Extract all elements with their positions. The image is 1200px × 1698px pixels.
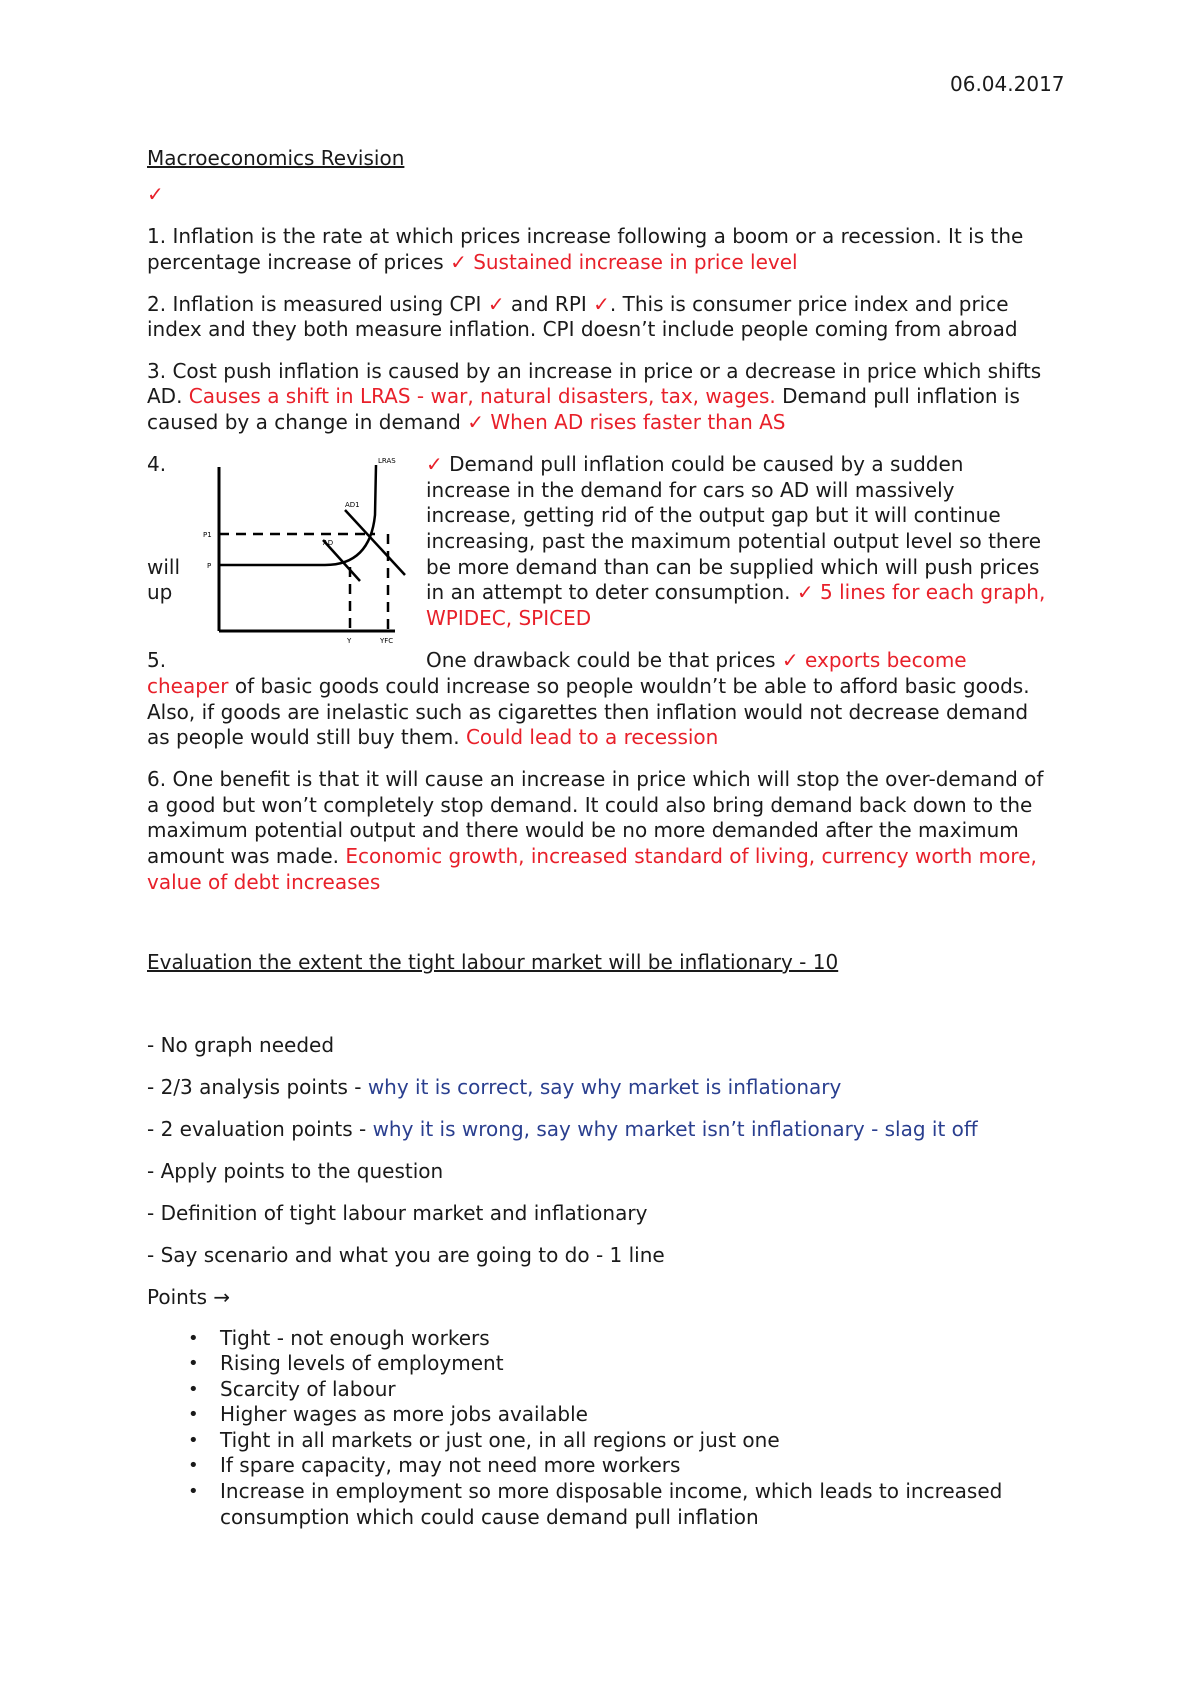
q3-line-2: [147, 384, 1020, 408]
guide-item-text: - 2/3 analysis points -: [147, 1075, 368, 1099]
bullet-item: Rising levels of employment: [220, 1351, 504, 1375]
q3-correction: Causes a shift in LRAS - war, natural disasters, tax, wages.: [188, 384, 776, 408]
q5-correction-3: Could lead to a recession: [465, 725, 719, 749]
q3-line-3: [147, 410, 786, 434]
y-label: Y: [347, 637, 352, 645]
document-title: Macroeconomics Revision: [147, 146, 405, 170]
q4-correction: 5 lines for each graph,: [820, 580, 1046, 604]
guide-item-note: why it is wrong, say why market isn’t inflationary - slag it off: [372, 1117, 978, 1141]
checkmark-icon: ✓: [781, 648, 799, 672]
bullet-item: Increase in employment so more disposable income, which leads to increased: [220, 1479, 1003, 1503]
q4-text-1: Demand pull inflation could be caused by a sudden: [449, 452, 964, 476]
bullet-icon: •: [188, 1430, 199, 1451]
q6-line-1: 6. One benefit is that it will cause an increase in price which will stop the over-demand of: [147, 767, 1044, 791]
q6-correction: Economic growth, increased standard of living, currency worth more,: [345, 844, 1037, 868]
guide-item: [147, 1033, 334, 1057]
guide-item: [147, 1117, 978, 1141]
q4-number: 4.: [147, 452, 167, 476]
q1-text: percentage increase of prices: [147, 250, 451, 274]
q4-line-4: increasing, past the maximum potential output level so there: [426, 529, 1041, 553]
bullet-icon: •: [188, 1404, 199, 1425]
checkmark-icon: ✓: [796, 580, 814, 604]
q6-text: amount was made.: [147, 844, 346, 868]
lras-curve: [219, 465, 376, 565]
q1-correction: Sustained increase in price level: [473, 250, 798, 274]
checkmark-icon: ✓: [487, 292, 505, 316]
q6-line-3: maximum potential output and there would be no more demanded after the maximum: [147, 818, 1019, 842]
bullet-item-continuation: consumption which could cause demand pull inflation: [220, 1505, 759, 1529]
q4-left-text-1: will: [147, 555, 181, 579]
q5-text-b: of basic goods could increase so people wouldn’t be able to afford basic goods.: [228, 674, 1030, 698]
bullet-icon: •: [188, 1455, 199, 1476]
guide-item: [147, 1201, 647, 1225]
checkmark-icon: ✓: [467, 410, 484, 434]
q4-left-text-2: up: [147, 580, 173, 604]
bullet-icon: •: [188, 1379, 199, 1400]
q4-line-3: increase, getting rid of the output gap but it will continue: [426, 503, 1001, 527]
bullet-item: If spare capacity, may not need more workers: [220, 1453, 681, 1477]
q4-line-5: be more demand than can be supplied which will push prices: [426, 555, 1040, 579]
bullet-item: Scarcity of labour: [220, 1377, 396, 1401]
q2-text-c: . This is consumer price index and price: [609, 292, 1009, 316]
q4-line-1: [426, 452, 963, 476]
q5-text-a: One drawback could be that prices: [426, 648, 782, 672]
ad-label: AD: [323, 539, 334, 547]
guide-item-text: - Say scenario and what you are going to do - 1 line: [147, 1243, 665, 1267]
p-label: P: [207, 562, 212, 570]
q5-line-1: [426, 648, 967, 672]
bullet-item: Tight in all markets or just one, in all regions or just one: [220, 1428, 780, 1452]
guide-item-text: - No graph needed: [147, 1033, 335, 1057]
guide-item-text: - Definition of tight labour market and inflationary: [147, 1201, 648, 1225]
guide-item: [147, 1159, 443, 1183]
checkmark-icon: ✓: [147, 182, 164, 206]
q6-line-2: a good but won’t completely stop demand. It could also bring demand back down to the: [147, 793, 1033, 817]
q5-number: 5.: [147, 648, 167, 672]
q2-text-b: and RPI: [504, 292, 594, 316]
q3-text-a: AD.: [147, 384, 189, 408]
q5-line-4: [147, 725, 718, 749]
q3-line-1: 3. Cost push inflation is caused by an increase in price or a decrease in price which shifts: [147, 359, 1042, 383]
bullet-icon: •: [188, 1328, 199, 1349]
q5-line-3: Also, if goods are inelastic such as cigarettes then inflation would not decrease demand: [147, 700, 1029, 724]
q3-correction-2: When AD rises faster than AS: [490, 410, 786, 434]
q4-line-7: WPIDEC, SPICED: [426, 606, 592, 630]
checkmark-icon: ✓: [593, 292, 610, 316]
points-label: Points →: [147, 1285, 231, 1309]
ad-as-diagram: [195, 455, 420, 650]
guide-item-text: - Apply points to the question: [147, 1159, 444, 1183]
q5-correction-2: cheaper: [147, 674, 229, 698]
p1-label: P1: [203, 531, 212, 539]
q6-line-5: value of debt increases: [147, 870, 381, 894]
bullet-icon: •: [188, 1481, 199, 1502]
q5-text-c: as people would still buy them.: [147, 725, 466, 749]
q5-correction: exports become: [805, 648, 967, 672]
document-date: 06.04.2017: [950, 72, 1065, 96]
ad1-label: AD1: [345, 501, 360, 509]
q4-text-6: in an attempt to deter consumption.: [426, 580, 797, 604]
q3-text-d: caused by a change in demand: [147, 410, 468, 434]
q4-line-2: increase in the demand for cars so AD will massively: [426, 478, 955, 502]
guide-item-text: - 2 evaluation points -: [147, 1117, 373, 1141]
checkmark-icon: ✓: [426, 452, 443, 476]
guide-item-note: why it is correct, say why market is inflationary: [367, 1075, 842, 1099]
guide-item: [147, 1075, 841, 1099]
q1-line-2: [147, 250, 798, 274]
yfc-label: YFC: [380, 637, 394, 645]
q6-line-4: [147, 844, 1037, 868]
q2-line-1: [147, 292, 1009, 316]
bullet-icon: •: [188, 1353, 199, 1374]
q2-text-a: 2. Inflation is measured using CPI: [147, 292, 488, 316]
section-heading: Evaluation the extent the tight labour market will be inflationary - 10: [147, 950, 839, 974]
bullet-item: Tight - not enough workers: [220, 1326, 490, 1350]
q1-line-1: 1. Inflation is the rate at which prices increase following a boom or a recession. It is the: [147, 224, 1024, 248]
lras-label: LRAS: [378, 457, 396, 465]
q2-line-2: index and they both measure inflation. CPI doesn’t include people coming from abroad: [147, 317, 1018, 341]
guide-item: [147, 1243, 665, 1267]
q4-line-6: [426, 580, 1045, 604]
q5-line-2: [147, 674, 1030, 698]
bullet-item: Higher wages as more jobs available: [220, 1402, 588, 1426]
q3-text-c: Demand pull inflation is: [775, 384, 1020, 408]
checkmark-icon: ✓: [450, 250, 467, 274]
